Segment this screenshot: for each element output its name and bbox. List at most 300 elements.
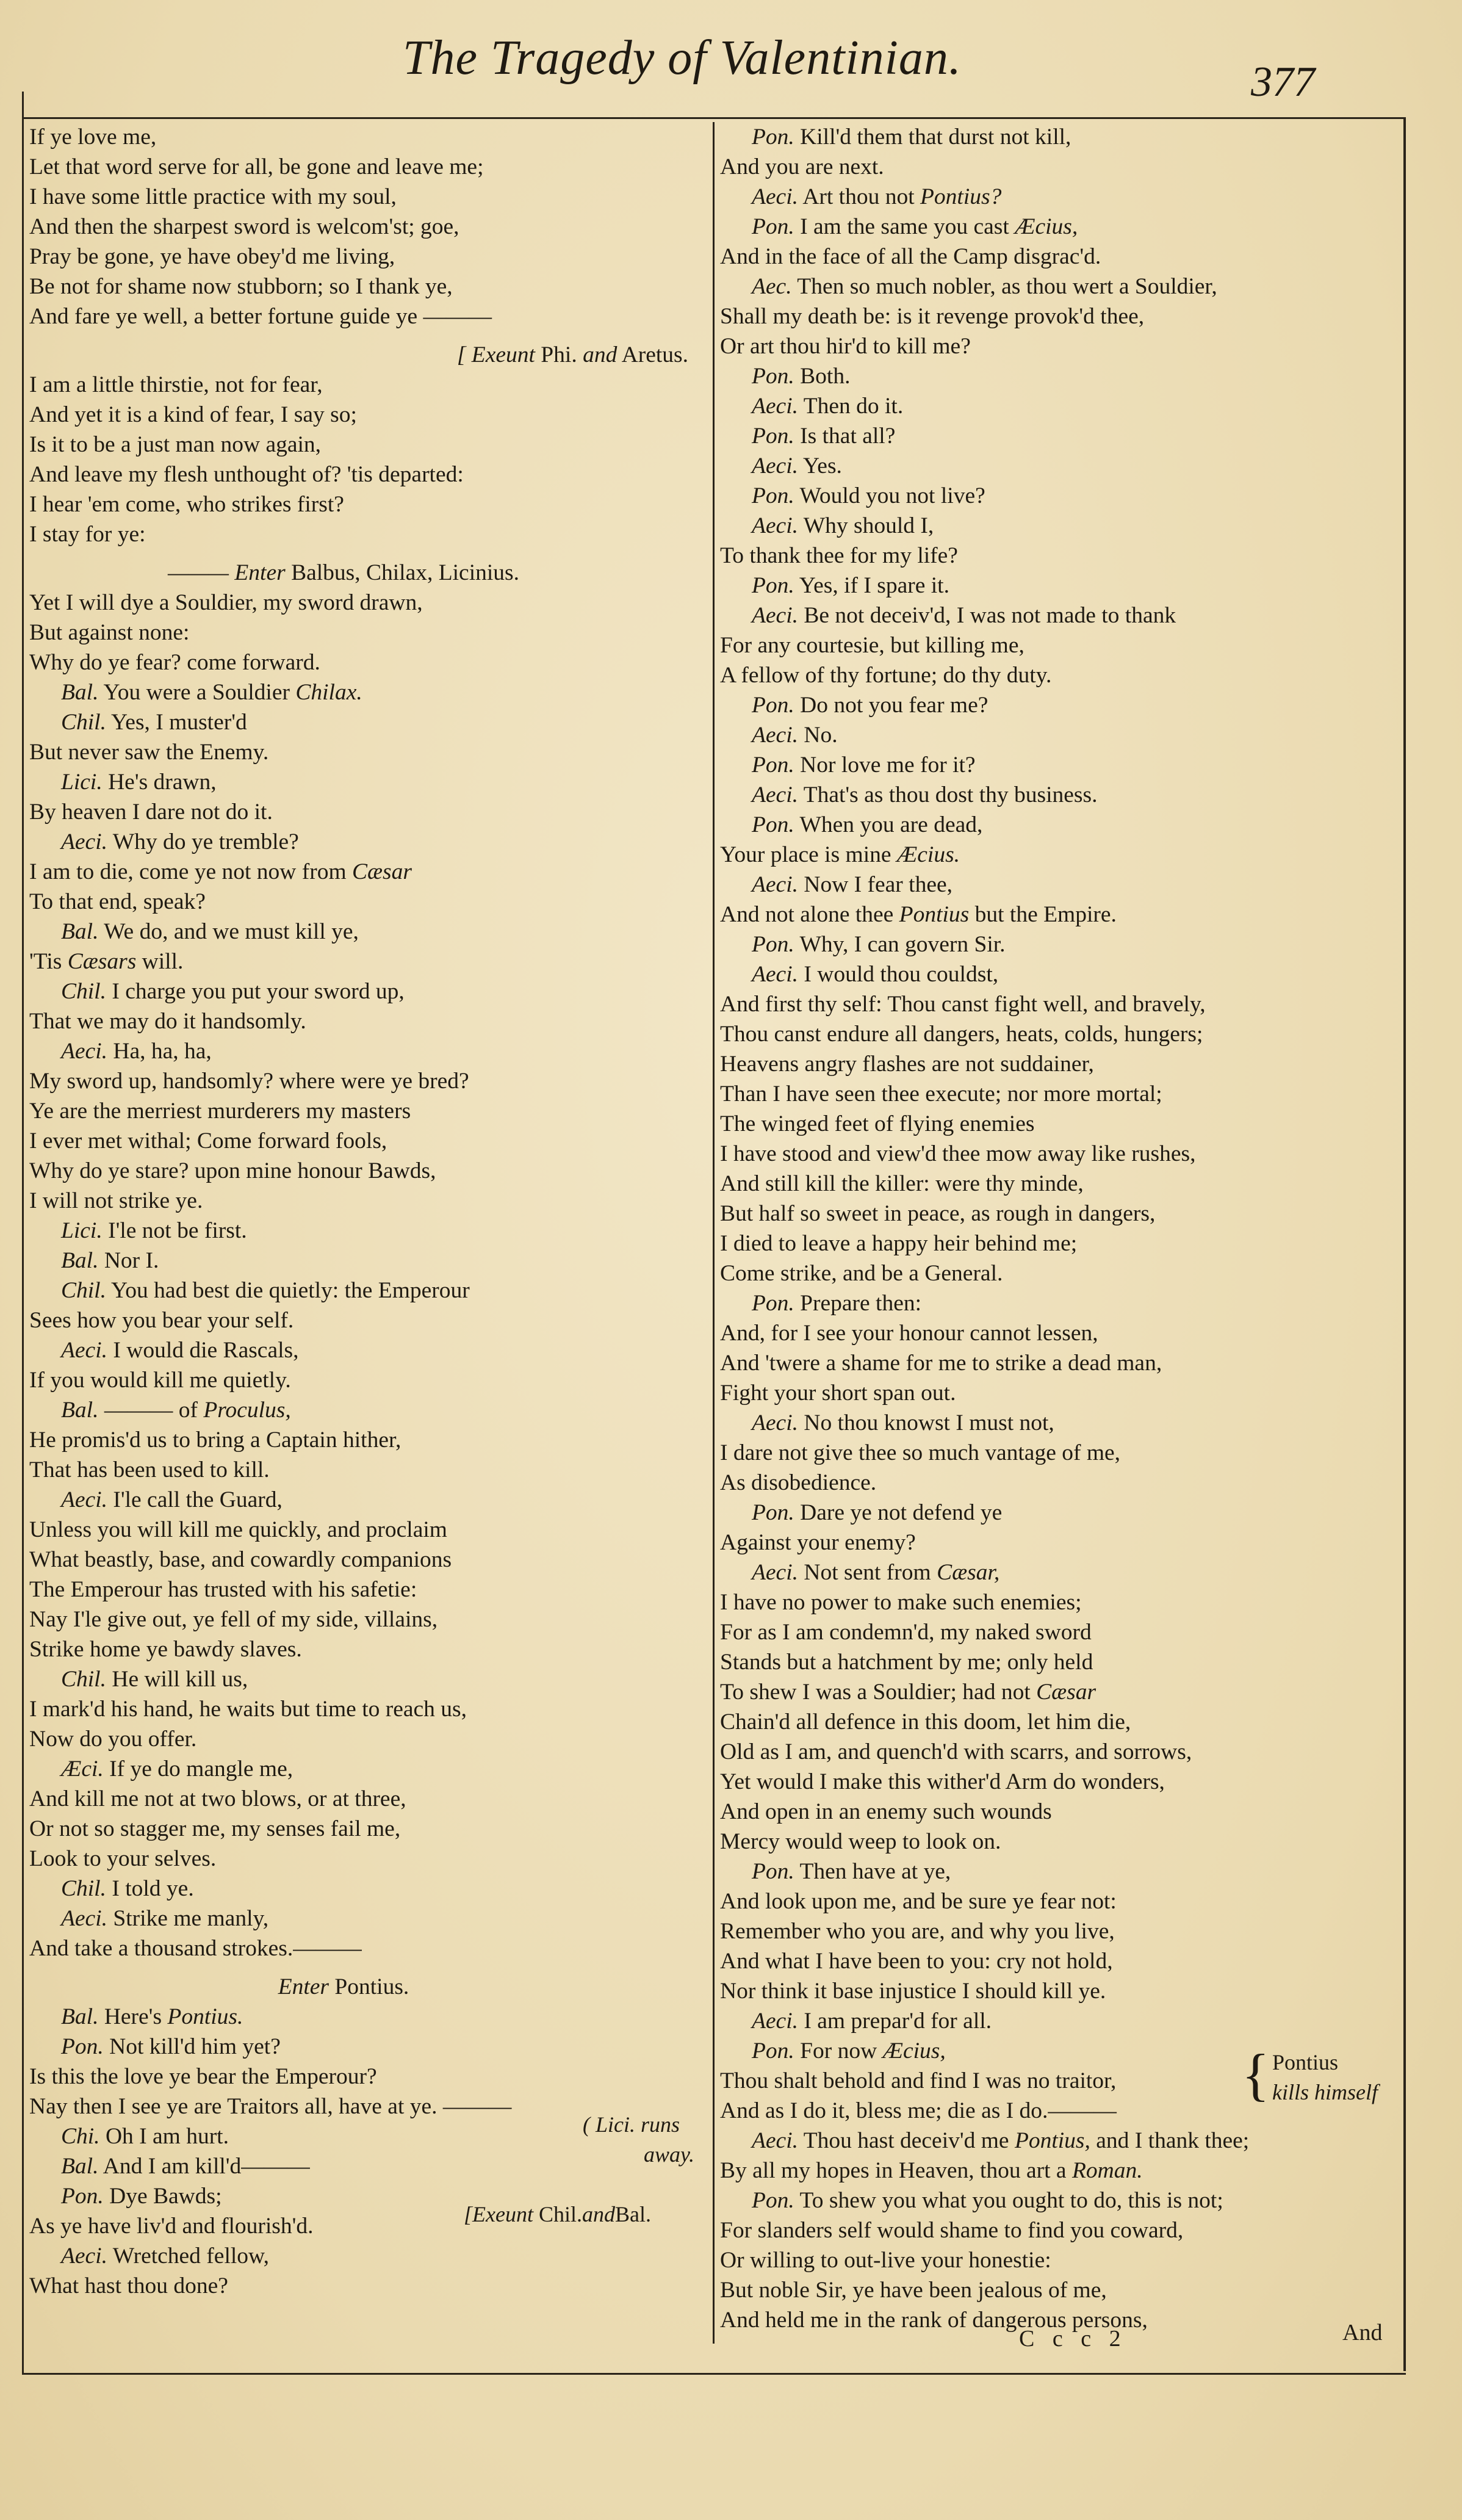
italic-name: Æcius, bbox=[882, 2038, 946, 2063]
speech-line bbox=[720, 690, 1397, 720]
verse-line bbox=[29, 1605, 707, 1634]
verse-line bbox=[720, 1797, 1397, 1827]
verse-line bbox=[720, 242, 1397, 272]
speaker-name: Pon. bbox=[752, 214, 794, 239]
verse-line bbox=[29, 857, 707, 887]
speech-line bbox=[720, 720, 1397, 750]
header-rule bbox=[22, 117, 1406, 119]
speech-line bbox=[720, 810, 1397, 840]
side-note-lici-runs: ( Lici. runs bbox=[583, 2112, 680, 2137]
speaker-name: Pon. bbox=[752, 424, 794, 449]
speech-line bbox=[720, 511, 1397, 541]
verse-text: Ye are the merriest murderers my masters bbox=[29, 1099, 411, 1124]
speech-line bbox=[29, 1246, 707, 1276]
speaker-name: Pon. bbox=[752, 1291, 794, 1316]
verse-line bbox=[720, 630, 1397, 660]
verse-line bbox=[720, 1378, 1397, 1408]
direction-names: Aretus. bbox=[617, 342, 688, 367]
speech-line bbox=[29, 767, 707, 797]
verse-line bbox=[29, 887, 707, 917]
verse-line bbox=[29, 430, 707, 460]
verse-line bbox=[720, 2245, 1397, 2275]
verse-line bbox=[29, 588, 707, 618]
italic-name: Chilax. bbox=[295, 680, 362, 705]
speaker-name: Aeci. bbox=[61, 829, 107, 854]
direction-and: and bbox=[583, 342, 618, 367]
verse-text: Or willing to out-live your honestie: bbox=[720, 2248, 1051, 2273]
verse-text: Why, I can govern Sir. bbox=[799, 932, 1006, 957]
verse-text: And held me in the rank of dangerous persons, bbox=[720, 2308, 1148, 2333]
speech-line bbox=[720, 959, 1397, 989]
verse-line bbox=[29, 1634, 707, 1664]
speaker-name: Aeci. bbox=[752, 1410, 798, 1435]
verse-text: For now bbox=[800, 2038, 877, 2063]
side-note-kills-himself: kills himself bbox=[1272, 2080, 1378, 2104]
verse-line bbox=[720, 1946, 1397, 1976]
verse-text: You were a Souldier bbox=[103, 680, 290, 705]
verse-text: Strike me manly, bbox=[113, 1906, 269, 1931]
speech-line bbox=[720, 1857, 1397, 1886]
verse-text: Chain'd all defence in this doom, let him die, bbox=[720, 1709, 1131, 1735]
verse-text: I mark'd his hand, he waits but time to reach us, bbox=[29, 1697, 467, 1722]
verse-line bbox=[720, 840, 1397, 870]
verse-text: Thou shalt behold and find I was no traitor, bbox=[720, 2068, 1117, 2093]
italic-name: Cæsar, bbox=[937, 1560, 1000, 1585]
verse-text: Dare ye not defend ye bbox=[800, 1500, 1003, 1525]
verse-text: We do, and we must kill ye, bbox=[104, 919, 359, 944]
speech-line bbox=[720, 1408, 1397, 1438]
verse-text: As ye have liv'd and flourish'd. bbox=[29, 2214, 314, 2239]
verse-text: And 'twere a shame for me to strike a dead man, bbox=[720, 1351, 1162, 1376]
speech-line bbox=[29, 977, 707, 1006]
verse-line bbox=[29, 1126, 707, 1156]
verse-text: Yes, if I spare it. bbox=[799, 573, 949, 598]
verse-line bbox=[29, 1784, 707, 1814]
verse-text: Or art thou hir'd to kill me? bbox=[720, 334, 971, 359]
direction-label: ——— Enter bbox=[167, 560, 286, 585]
speaker-name: Chil. bbox=[61, 710, 106, 735]
verse-line bbox=[720, 1677, 1397, 1707]
verse-text: I'le not be first. bbox=[108, 1218, 247, 1243]
speech-line bbox=[720, 1558, 1397, 1587]
verse-line bbox=[720, 1139, 1397, 1169]
verse-text: He will kill us, bbox=[112, 1667, 248, 1692]
speaker-name: Chil. bbox=[61, 1667, 106, 1692]
verse-text: And fare ye well, a better fortune guide ye ——— bbox=[29, 304, 492, 329]
verse-text: will. bbox=[136, 949, 184, 974]
speaker-name: Aeci. bbox=[752, 723, 798, 748]
verse-line bbox=[29, 122, 707, 152]
verse-text: I will not strike ye. bbox=[29, 1188, 203, 1213]
verse-line bbox=[720, 1617, 1397, 1647]
speaker-name: Bal. bbox=[61, 1398, 99, 1423]
speech-line bbox=[29, 917, 707, 947]
verse-line bbox=[720, 1169, 1397, 1199]
speaker-name: Bal. bbox=[61, 680, 99, 705]
verse-line bbox=[720, 989, 1397, 1019]
verse-text: If ye do mangle me, bbox=[109, 1756, 293, 1782]
verse-text: Ha, ha, ha, bbox=[113, 1039, 212, 1064]
speaker-name: Aeci. bbox=[61, 1487, 107, 1512]
verse-text: What hast thou done? bbox=[29, 2273, 228, 2298]
verse-line bbox=[720, 1528, 1397, 1558]
verse-text: I died to leave a happy heir behind me; bbox=[720, 1231, 1078, 1256]
verse-text: And look upon me, and be sure ye fear not: bbox=[720, 1889, 1117, 1914]
verse-text: I am the same you cast bbox=[800, 214, 1009, 239]
verse-text: I dare not give thee so much vantage of me, bbox=[720, 1440, 1121, 1465]
direction-label: Enter bbox=[278, 1974, 329, 1999]
speech-line bbox=[29, 1335, 707, 1365]
verse-line bbox=[29, 1455, 707, 1485]
verse-line bbox=[29, 519, 707, 549]
verse-text: And leave my flesh unthought of? 'tis departed: bbox=[29, 462, 464, 487]
verse-line bbox=[720, 1916, 1397, 1946]
verse-line bbox=[29, 1305, 707, 1335]
verse-text: And you are next. bbox=[720, 154, 884, 179]
verse-text: I ever met withal; Come forward fools, bbox=[29, 1128, 387, 1153]
italic-name: Pontius, bbox=[1014, 2128, 1090, 2153]
speech-line bbox=[29, 1485, 707, 1515]
verse-text: Is that all? bbox=[800, 424, 896, 449]
verse-line bbox=[720, 1438, 1397, 1468]
verse-text: And, for I see your honour cannot lessen, bbox=[720, 1321, 1098, 1346]
speaker-name: Aeci. bbox=[752, 453, 798, 478]
speaker-name: Aeci. bbox=[61, 2244, 107, 2269]
speech-line bbox=[29, 1216, 707, 1246]
verse-text: but the Empire. bbox=[969, 902, 1117, 927]
speaker-name: Pon. bbox=[752, 364, 794, 389]
speech-line bbox=[29, 2032, 707, 2062]
verse-text: ——— of bbox=[104, 1398, 198, 1423]
verse-line bbox=[29, 212, 707, 242]
verse-text: Why should I, bbox=[803, 513, 934, 538]
speaker-name: Pon. bbox=[752, 1859, 794, 1884]
verse-line bbox=[720, 2215, 1397, 2245]
stage-direction bbox=[29, 1972, 707, 2002]
speech-line bbox=[720, 750, 1397, 780]
speech-line bbox=[720, 930, 1397, 959]
speaker-name: Aeci. bbox=[752, 2009, 798, 2034]
verse-text: He promis'd us to bring a Captain hither, bbox=[29, 1428, 402, 1453]
direction-label: [ Exeunt bbox=[456, 342, 535, 367]
verse-text: Nor love me for it? bbox=[800, 753, 976, 778]
verse-text: The winged feet of flying enemies bbox=[720, 1111, 1035, 1136]
verse-text: Thou canst endure all dangers, heats, colds, hungers; bbox=[720, 1022, 1203, 1047]
speaker-name: Pon. bbox=[752, 483, 794, 508]
verse-text: Here's bbox=[104, 2004, 162, 2029]
verse-text: Is this the love ye bear the Emperour? bbox=[29, 2064, 377, 2089]
verse-text: Dye Bawds; bbox=[109, 2184, 222, 2209]
verse-text: Old as I am, and quench'd with scarrs, and sorrows, bbox=[720, 1739, 1192, 1764]
verse-line bbox=[720, 1827, 1397, 1857]
running-title: The Tragedy of Valentinian. bbox=[403, 31, 962, 85]
speaker-name: Pon. bbox=[752, 2188, 794, 2213]
verse-line bbox=[29, 1066, 707, 1096]
verse-text: And I am kill'd——— bbox=[103, 2154, 310, 2179]
verse-text: Stands but a hatchment by me; only held bbox=[720, 1650, 1093, 1675]
verse-text: And open in an enemy such wounds bbox=[720, 1799, 1052, 1824]
speech-line bbox=[29, 827, 707, 857]
verse-text: And as I do it, bless me; die as I do.——— bbox=[720, 2098, 1117, 2123]
verse-line bbox=[720, 1079, 1397, 1109]
verse-text: For any courtesie, but killing me, bbox=[720, 633, 1024, 658]
verse-line bbox=[720, 1258, 1397, 1288]
speaker-name: Aeci. bbox=[61, 1906, 107, 1931]
verse-line bbox=[720, 2275, 1397, 2305]
verse-text: And yet it is a kind of fear, I say so; bbox=[29, 402, 357, 427]
speech-line bbox=[720, 1288, 1397, 1318]
verse-line bbox=[720, 1976, 1397, 2006]
verse-text: By heaven I dare not do it. bbox=[29, 800, 273, 825]
verse-line bbox=[29, 152, 707, 182]
direction-names: Balbus, Chilax, Licinius. bbox=[285, 560, 520, 585]
speaker-name: Aeci. bbox=[61, 1338, 107, 1363]
speech-line bbox=[720, 182, 1397, 212]
speaker-name: Bal. bbox=[61, 2004, 99, 2029]
speech-line bbox=[720, 391, 1397, 421]
verse-text: And kill me not at two blows, or at three, bbox=[29, 1786, 406, 1811]
verse-line bbox=[720, 541, 1397, 571]
speech-line bbox=[29, 707, 707, 737]
verse-line bbox=[29, 1186, 707, 1216]
verse-text: And what I have been to you: cry not hold, bbox=[720, 1949, 1113, 1974]
speech-line bbox=[29, 1754, 707, 1784]
verse-text: Then so much nobler, as thou wert a Souldier, bbox=[797, 274, 1217, 299]
speaker-name: Chi. bbox=[61, 2124, 100, 2149]
verse-text: He's drawn, bbox=[108, 770, 217, 795]
speaker-name: Pon. bbox=[752, 693, 794, 718]
verse-text: Wretched fellow, bbox=[112, 2244, 270, 2269]
verse-text: Remember who you are, and why you live, bbox=[720, 1919, 1115, 1944]
verse-text: You had best die quietly: the Emperour bbox=[110, 1278, 470, 1303]
verse-text: But half so sweet in peace, as rough in dangers, bbox=[720, 1201, 1156, 1226]
verse-text: Why do ye stare? upon mine honour Bawds, bbox=[29, 1158, 436, 1183]
verse-text: I told ye. bbox=[112, 1876, 194, 1901]
speaker-name: Pon. bbox=[752, 125, 794, 150]
verse-text: If you would kill me quietly. bbox=[29, 1368, 291, 1393]
italic-name: Cæsar bbox=[352, 859, 412, 884]
verse-text: and I thank thee; bbox=[1090, 2128, 1250, 2153]
right-column bbox=[720, 122, 1397, 2335]
left-column bbox=[29, 122, 707, 2301]
verse-text: Than I have seen thee execute; nor more mortal; bbox=[720, 1081, 1162, 1107]
verse-line bbox=[720, 1587, 1397, 1617]
direction-names: Phi. bbox=[535, 342, 583, 367]
verse-text: My sword up, handsomly? where were ye bred? bbox=[29, 1069, 469, 1094]
italic-name: Pontius bbox=[899, 902, 970, 927]
italic-name: Roman. bbox=[1071, 2158, 1143, 2183]
side-note-away: away. bbox=[644, 2142, 695, 2167]
verse-text: As disobedience. bbox=[720, 1470, 877, 1495]
speaker-name: Bal. bbox=[61, 2154, 99, 2179]
verse-text: Now I fear thee, bbox=[804, 872, 952, 897]
catchword: And bbox=[1342, 2320, 1383, 2345]
speech-line bbox=[720, 421, 1397, 451]
verse-text: To shew you what you ought to do, this is not; bbox=[799, 2188, 1223, 2213]
verse-line bbox=[720, 1318, 1397, 1348]
italic-name: Æcius, bbox=[1015, 214, 1078, 239]
verse-text: I am prepar'd for all. bbox=[804, 2009, 992, 2034]
verse-line bbox=[720, 1647, 1397, 1677]
verse-line bbox=[29, 301, 707, 331]
frame-right-rule bbox=[1403, 119, 1406, 2371]
stage-direction bbox=[29, 340, 707, 370]
speaker-name: Pon. bbox=[61, 2184, 104, 2209]
verse-line bbox=[720, 900, 1397, 930]
verse-text: I am to die, come ye not now from bbox=[29, 859, 347, 884]
verse-line bbox=[720, 301, 1397, 331]
verse-text: I have no power to make such enemies; bbox=[720, 1590, 1082, 1615]
verse-text: Heavens angry flashes are not suddainer, bbox=[720, 1052, 1094, 1077]
verse-line bbox=[29, 1006, 707, 1036]
verse-text: Fight your short span out. bbox=[720, 1381, 956, 1406]
verse-line bbox=[29, 1156, 707, 1186]
verse-text: Oh I am hurt. bbox=[105, 2124, 229, 2149]
verse-line bbox=[29, 648, 707, 677]
verse-text: Yet I will dye a Souldier, my sword drawn, bbox=[29, 590, 423, 615]
exeunt-chil: Chil. bbox=[533, 2202, 582, 2226]
speech-line bbox=[29, 677, 707, 707]
verse-line bbox=[29, 489, 707, 519]
speaker-name: Pon. bbox=[752, 573, 794, 598]
verse-line bbox=[29, 737, 707, 767]
verse-text: Look to your selves. bbox=[29, 1846, 217, 1871]
verse-text: A fellow of thy fortune; do thy duty. bbox=[720, 663, 1052, 688]
verse-line bbox=[29, 1096, 707, 1126]
verse-text: I would thou couldst, bbox=[804, 962, 999, 987]
speech-line bbox=[29, 1395, 707, 1425]
speech-line bbox=[29, 1904, 707, 1933]
speaker-name: Aec. bbox=[752, 274, 792, 299]
speech-line bbox=[720, 2186, 1397, 2215]
verse-text: Pray be gone, ye have obey'd me living, bbox=[29, 244, 395, 269]
verse-text: Why do ye fear? come forward. bbox=[29, 650, 320, 675]
verse-text: Prepare then: bbox=[800, 1291, 922, 1316]
verse-text: I am a little thirstie, not for fear, bbox=[29, 372, 323, 397]
verse-line bbox=[720, 660, 1397, 690]
verse-text: Be not deceiv'd, I was not made to thank bbox=[804, 603, 1176, 628]
speech-line bbox=[720, 212, 1397, 242]
verse-line bbox=[720, 1049, 1397, 1079]
verse-text: And take a thousand strokes.——— bbox=[29, 1936, 362, 1961]
verse-text: Come strike, and be a General. bbox=[720, 1261, 1003, 1286]
verse-text: I would die Rascals, bbox=[113, 1338, 299, 1363]
speech-line bbox=[29, 2151, 707, 2181]
speech-line bbox=[29, 1276, 707, 1305]
verse-line bbox=[720, 1737, 1397, 1767]
speaker-name: Aeci. bbox=[752, 1560, 798, 1585]
verse-line bbox=[29, 797, 707, 827]
verse-line bbox=[720, 1767, 1397, 1797]
verse-text: I have stood and view'd thee mow away like rushes, bbox=[720, 1141, 1196, 1166]
verse-text: Be not for shame now stubborn; so I thank ye, bbox=[29, 274, 453, 299]
speaker-name: Aeci. bbox=[752, 184, 798, 209]
speaker-name: Aeci. bbox=[752, 782, 798, 807]
frame-bottom-rule bbox=[22, 2373, 1406, 2375]
verse-text: Kill'd them that durst not kill, bbox=[800, 125, 1071, 150]
exeunt-label: [Exeunt bbox=[464, 2202, 533, 2226]
speaker-name: Bal. bbox=[61, 919, 99, 944]
verse-line bbox=[29, 1933, 707, 1963]
speech-line bbox=[720, 1498, 1397, 1528]
speech-line bbox=[29, 2241, 707, 2271]
italic-name: Æcius. bbox=[896, 842, 960, 867]
verse-text: When you are dead, bbox=[799, 812, 983, 837]
speech-line bbox=[720, 870, 1397, 900]
verse-text: 'Tis bbox=[29, 949, 62, 974]
italic-name: Pontius? bbox=[920, 184, 1002, 209]
verse-line bbox=[29, 1425, 707, 1455]
verse-line bbox=[720, 1886, 1397, 1916]
verse-line bbox=[29, 400, 707, 430]
verse-line bbox=[29, 2271, 707, 2301]
verse-text: But against none: bbox=[29, 620, 190, 645]
verse-text: The Emperour has trusted with his safetie: bbox=[29, 1577, 417, 1602]
verse-line bbox=[29, 1515, 707, 1545]
frame-left-rule bbox=[22, 92, 24, 2374]
speaker-name: Pon. bbox=[752, 1500, 794, 1525]
verse-text: Yet would I make this wither'd Arm do wonders, bbox=[720, 1769, 1165, 1794]
verse-text: Nay I'le give out, ye fell of my side, villains, bbox=[29, 1607, 438, 1632]
verse-text: Strike home ye bawdy slaves. bbox=[29, 1637, 302, 1662]
italic-name: Proculus, bbox=[203, 1398, 291, 1423]
verse-line bbox=[29, 1724, 707, 1754]
speech-line bbox=[720, 451, 1397, 481]
verse-text: I'le call the Guard, bbox=[113, 1487, 283, 1512]
verse-text: Then have at ye, bbox=[799, 1859, 951, 1884]
verse-line bbox=[29, 1545, 707, 1575]
verse-text: But noble Sir, ye have been jealous of me, bbox=[720, 2278, 1107, 2303]
speaker-name: Bal. bbox=[61, 1248, 99, 1273]
verse-line bbox=[720, 1468, 1397, 1498]
verse-text: Yes, I muster'd bbox=[110, 710, 247, 735]
verse-line bbox=[720, 1199, 1397, 1229]
verse-text: Unless you will kill me quickly, and proclaim bbox=[29, 1517, 447, 1542]
verse-text: And then the sharpest sword is welcom'st; goe, bbox=[29, 214, 459, 239]
verse-line bbox=[29, 2062, 707, 2092]
verse-text: But never saw the Enemy. bbox=[29, 740, 269, 765]
verse-line bbox=[29, 618, 707, 648]
verse-text: Mercy would weep to look on. bbox=[720, 1829, 1001, 1854]
speaker-name: Aeci. bbox=[752, 513, 798, 538]
speech-line bbox=[29, 1874, 707, 1904]
speaker-name: Chil. bbox=[61, 979, 106, 1004]
verse-text: Against your enemy? bbox=[720, 1530, 916, 1555]
verse-text: Why do ye tremble? bbox=[112, 829, 299, 854]
verse-text: If ye love me, bbox=[29, 125, 157, 150]
stage-direction bbox=[29, 558, 707, 588]
speaker-name: Aeci. bbox=[752, 394, 798, 419]
verse-text: I have some little practice with my soul, bbox=[29, 184, 397, 209]
verse-text: No. bbox=[804, 723, 838, 748]
verse-line bbox=[720, 1707, 1397, 1737]
verse-text: Is it to be a just man now again, bbox=[29, 432, 322, 457]
italic-name: Cæsars bbox=[67, 949, 137, 974]
speaker-name: Æci. bbox=[61, 1756, 104, 1782]
verse-line bbox=[29, 1365, 707, 1395]
speech-line bbox=[720, 601, 1397, 630]
verse-text: By all my hopes in Heaven, thou art a bbox=[720, 2158, 1067, 2183]
speech-line bbox=[720, 272, 1397, 301]
verse-line bbox=[720, 1109, 1397, 1139]
verse-text: What beastly, base, and cowardly companions bbox=[29, 1547, 452, 1572]
speech-line bbox=[29, 1664, 707, 1694]
exeunt-bal: Bal. bbox=[614, 2202, 651, 2226]
speaker-name: Lici. bbox=[61, 770, 103, 795]
verse-text: Or not so stagger me, my senses fail me, bbox=[29, 1816, 401, 1841]
verse-text: To thank thee for my life? bbox=[720, 543, 958, 568]
verse-text: Art thou not bbox=[802, 184, 915, 209]
